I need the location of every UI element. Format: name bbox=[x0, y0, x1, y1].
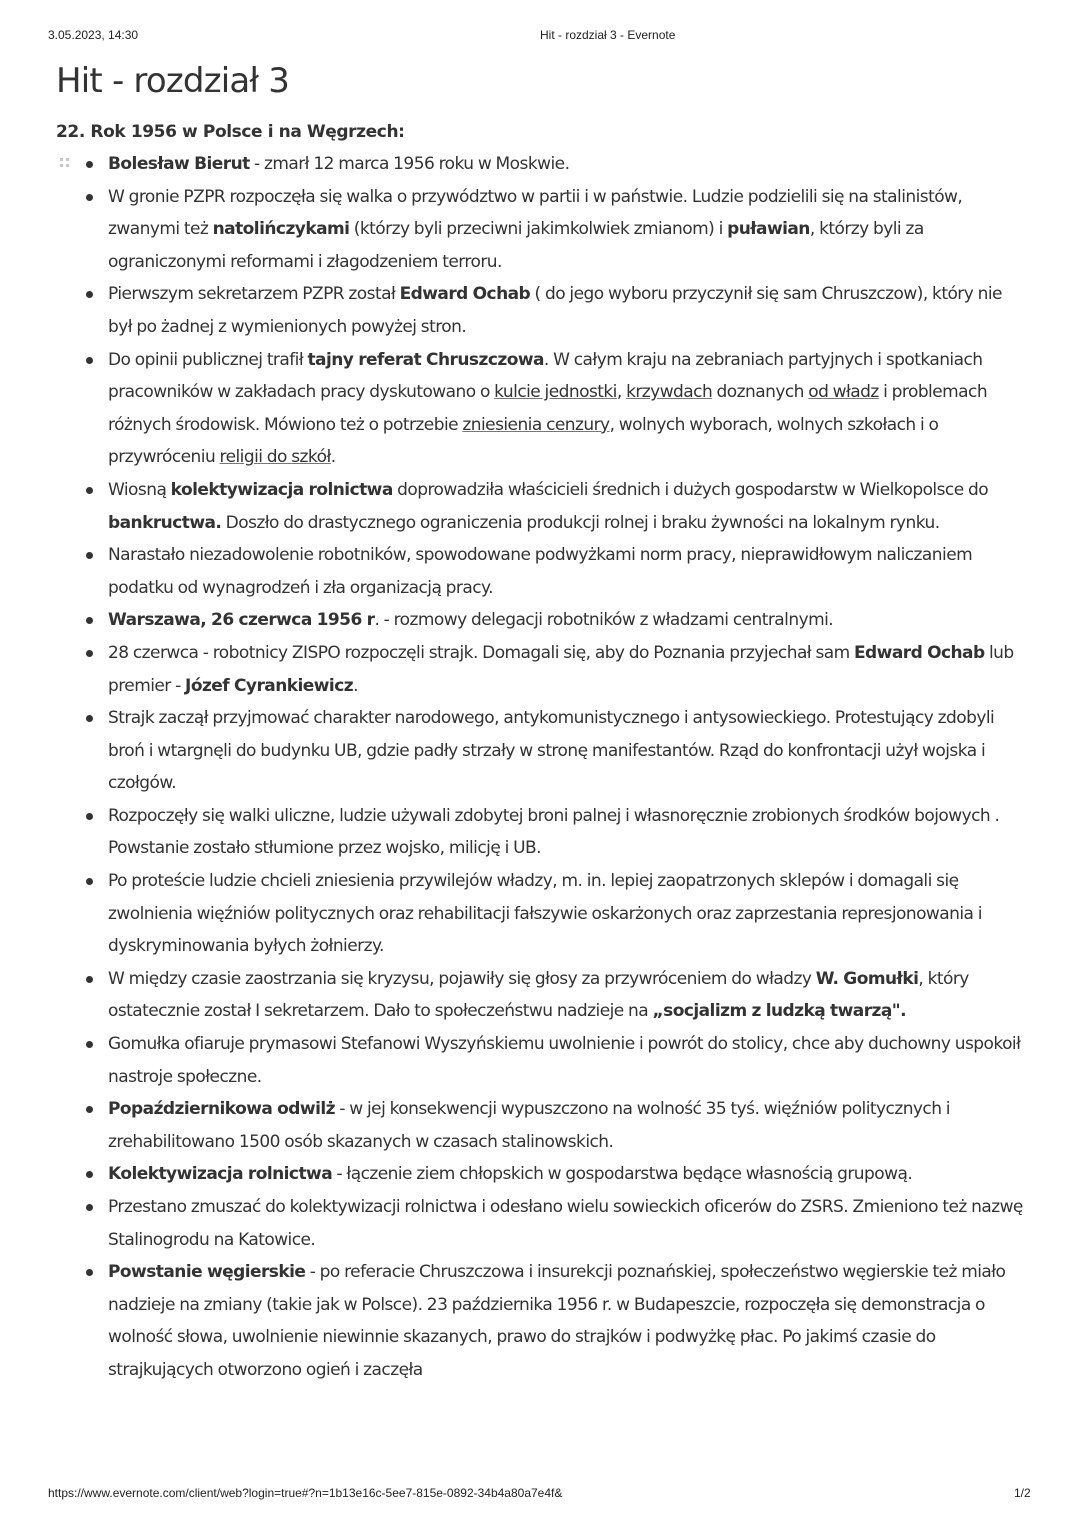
list-item bbox=[56, 963, 1026, 1028]
item-text: W gronie PZPR rozpoczęła się walka o przywództwo w partii i w państwie. Ludzie podzielili się na stalinistów, zwanymi też bbox=[108, 186, 963, 240]
list-item bbox=[56, 181, 1026, 279]
list-item bbox=[56, 1093, 1026, 1158]
list-item bbox=[56, 474, 1026, 539]
item-text: - łączenie ziem chłopskich w gospodarstwa będące własnością grupową. bbox=[332, 1164, 913, 1185]
item-text: - w jej konsekwencji wypuszczono na wolność 35 tyś. więźniów politycznych i zrehabilitowano 1500 osób skazanych w czasach stalinowskich. bbox=[108, 1099, 950, 1152]
drag-handle-icon[interactable] bbox=[60, 158, 72, 170]
item-text: W między czasie zaostrzania się kryzysu, pojawiły się głosy za przywróceniem do władzy bbox=[108, 968, 816, 989]
bold-term: Edward Ochab bbox=[399, 284, 531, 305]
list-item bbox=[56, 1191, 1026, 1256]
item-text: (którzy byli przeciwni jakimkolwiek zmianom) i bbox=[349, 219, 728, 240]
item-text: Rozpoczęły się walki uliczne, ludzie używali zdobytej broni palnej i własnoręcznie zrobionych środków bojowych . Powstanie zostało stłumione przez wojsko, milicję i UB. bbox=[108, 805, 1000, 859]
item-text: , który ostatecznie został I sekretarzem. Dało to społeczeństwu nadzieje na bbox=[108, 968, 969, 1022]
section-heading: 22. Rok 1956 w Polsce i na Węgrzech: bbox=[56, 122, 405, 142]
bullet-list bbox=[56, 148, 1026, 1387]
item-text: i problemach różnych środowisk. Mówiono też o potrzebie bbox=[108, 382, 988, 435]
list-item bbox=[56, 637, 1026, 702]
item-text: Po proteście ludzie chcieli zniesienia przywilejów władzy, m. in. lepiej zaopatrzonych sklepów i domagali się zwolnienia więźniów politycznych oraz rehabilitacji fałszywie oskarżonych oraz zaprzestania represjonowania i dyskryminowania byłych żołnierzy. bbox=[108, 871, 982, 957]
bold-term: bankructwa. bbox=[108, 512, 222, 533]
item-text: . W całym kraju na zebraniach partyjnych i spotkaniach pracowników w zakładach pracy dyskutowano o bbox=[108, 349, 983, 403]
bold-term: Powstanie węgierskie bbox=[108, 1262, 306, 1283]
bullet-dot-icon bbox=[86, 552, 93, 559]
bold-term: Edward Ochab bbox=[853, 642, 985, 663]
item-text: Pierwszym sekretarzem PZPR został bbox=[108, 284, 400, 305]
item-text: lub premier - bbox=[108, 642, 1014, 696]
bullet-dot-icon bbox=[86, 1041, 93, 1048]
underlined-term: krzywdach bbox=[626, 382, 713, 403]
bullet-dot-icon bbox=[86, 291, 93, 298]
underlined-term: religii do szkół bbox=[219, 447, 331, 468]
bold-term: Kolektywizacja rolnictwa bbox=[108, 1164, 333, 1185]
item-text: - po referacie Chruszczowa i insurekcji poznańskiej, społeczeństwo węgierskie też miało nadzieje na zmiany (takie jak w Polsce). 23 października 1956 r. w Budapeszcie, rozpoczęła się demonstracja o wolność słowa, uwolnienie niewinnie skazanych, prawo do strajków i podwyżkę płac. Po jakimś czasie do strajkujących otworzono ogień i zaczęła bbox=[108, 1262, 1006, 1380]
item-text: 28 czerwca - robotnicy ZISPO rozpoczęli strajk. Domagali się, aby do Poznania przyjechał sam bbox=[108, 642, 854, 663]
page-url: https://www.evernote.com/client/web?login=true#?n=1b13e16c-5ee7-815e-0892-34b4a80a7e4f& bbox=[48, 1486, 563, 1500]
item-text: . bbox=[330, 447, 336, 468]
item-text: Strajk zaczął przyjmować charakter narodowego, antykomunistycznego i antysowieckiego. Protestujący zdobyli broń i wtargnęli do budynku UB, gdzie padły strzały w stronę manifestantów. Rząd do konfrontacji użył wojska i czołgów. bbox=[108, 708, 995, 794]
item-text: doprowadziła właścicieli średnich i dużych gospodarstw w Wielkopolsce do bbox=[392, 479, 989, 500]
bullet-dot-icon bbox=[86, 976, 93, 983]
bullet-dot-icon bbox=[86, 1106, 93, 1113]
underlined-term: zniesienia cenzury bbox=[462, 414, 610, 435]
item-text: Narastało niezadowolenie robotników, spowodowane podwyżkami norm pracy, nieprawidłowym naliczaniem podatku od wynagrodzeń i zła organizacją pracy. bbox=[108, 545, 973, 598]
bullet-dot-icon bbox=[86, 878, 93, 885]
underlined-term: od władz bbox=[808, 382, 879, 403]
item-text: . - rozmowy delegacji robotników z władzami centralnymi. bbox=[374, 610, 834, 631]
item-text: Gomułka ofiaruje prymasowi Stefanowi Wyszyńskiemu uwolnienie i powrót do stolicy, chce aby duchowny uspokoił nastroje społeczne. bbox=[108, 1034, 1021, 1087]
item-text: Przestano zmuszać do kolektywizacji rolnictwa i odesłano wielu sowieckich oficerów do ZSRS. Zmieniono też nazwę Stalinogrodu na Katowice. bbox=[108, 1197, 1023, 1250]
bold-term: tajny referat Chruszczowa bbox=[307, 349, 544, 370]
bullet-dot-icon bbox=[86, 1204, 93, 1211]
list-item bbox=[56, 278, 1026, 343]
item-text: doznanych bbox=[712, 382, 809, 403]
page-number: 1/2 bbox=[1014, 1486, 1031, 1500]
item-text: ( do jego wyboru przyczynił się sam Chruszczow), który nie był po żadnej z wymienionych powyżej stron. bbox=[108, 284, 1002, 337]
item-text: Do opinii publicznej trafił bbox=[108, 349, 308, 370]
list-item bbox=[56, 604, 1026, 637]
bold-term: Bolesław Bierut bbox=[108, 154, 250, 174]
bullet-dot-icon bbox=[86, 1269, 93, 1276]
list-item bbox=[56, 1028, 1026, 1093]
bold-term: Warszawa, 26 czerwca 1956 r bbox=[108, 610, 375, 631]
list-item bbox=[56, 1158, 1026, 1191]
list-item bbox=[56, 1256, 1026, 1386]
item-text: , którzy byli za ograniczonymi reformami i złagodzeniem terroru. bbox=[108, 219, 924, 272]
bold-term: „socjalizm z ludzką twarzą". bbox=[652, 1001, 907, 1022]
list-item bbox=[56, 702, 1026, 800]
bold-term: W. Gomułki bbox=[815, 968, 919, 989]
item-text: Doszło do drastycznego ograniczenia produkcji rolnej i braku żywności na lokalnym rynku. bbox=[221, 512, 940, 533]
bold-term: natolińczykami bbox=[212, 219, 350, 240]
item-text: , wolnych wyborach, wolnych szkołach i o przywróceniu bbox=[108, 414, 939, 468]
bold-term: kolektywizacja rolnictwa bbox=[170, 479, 393, 500]
list-item bbox=[56, 539, 1026, 604]
bullet-dot-icon bbox=[86, 617, 93, 624]
bold-term: puławian bbox=[727, 219, 810, 240]
item-text: , bbox=[616, 382, 627, 403]
bullet-dot-icon bbox=[86, 715, 93, 722]
bullet-dot-icon bbox=[86, 650, 93, 657]
list-item bbox=[56, 865, 1026, 963]
bullet-dot-icon bbox=[86, 813, 93, 820]
underlined-term: kulcie jednostki bbox=[494, 382, 617, 403]
print-page-title: Hit - rozdział 3 - Evernote bbox=[540, 28, 676, 42]
list-item bbox=[56, 800, 1026, 865]
bullet-dot-icon bbox=[86, 161, 93, 168]
bold-term: Popaździernikowa odwilż bbox=[108, 1099, 335, 1120]
note-content bbox=[56, 52, 1026, 1387]
item-text: Wiosną bbox=[108, 479, 171, 500]
print-footer bbox=[0, 1484, 1080, 1502]
item-text: - zmarł 12 marca 1956 roku w Moskwie. bbox=[249, 154, 570, 174]
list-item bbox=[56, 344, 1026, 474]
item-text: . bbox=[353, 675, 358, 696]
note-title: Hit - rozdział 3 bbox=[56, 61, 290, 101]
bullet-dot-icon bbox=[86, 194, 93, 201]
print-date: 3.05.2023, 14:30 bbox=[48, 28, 139, 42]
list-item bbox=[56, 148, 1026, 181]
bullet-dot-icon bbox=[86, 357, 93, 364]
bullet-dot-icon bbox=[86, 487, 93, 494]
print-header bbox=[0, 26, 1080, 44]
bullet-dot-icon bbox=[86, 1171, 93, 1178]
bold-term: Józef Cyrankiewicz bbox=[185, 675, 354, 696]
